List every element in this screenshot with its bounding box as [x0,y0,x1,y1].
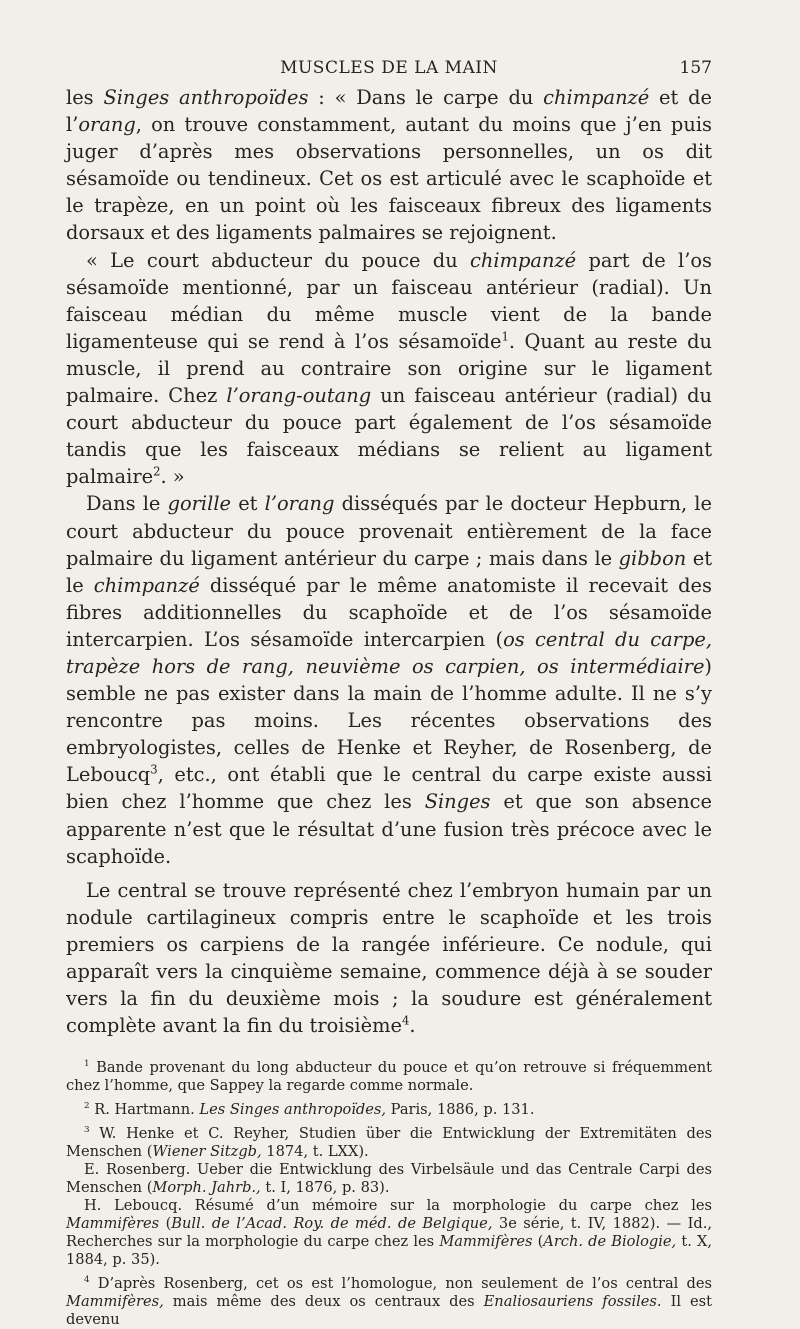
italic-text: Mammifères [66,1215,160,1233]
text-run: W. Henke et C. Reyher, Studien über die Entwicklung der Extremitäten des Menschen ( [66,1125,712,1161]
text-run: Le central se trouve représenté chez l’embryon humain par un nodule cartilagineux compris entre le scaphoïde et les trois premiers os carpiens de la rangée inférieure. Ce nodule, qui apparaît vers la cinquième semaine, commence déjà à se souder vers la fin du deuxième mois ; la soudure est généralement complète avant la fin du troisième [66,878,712,1038]
text-run: ( [159,1215,172,1233]
text-run: disséqué par le même anatomiste il recevait des fibres additionnelles du scaphoïde et de l’os sésamoïde intercarpien. L’os sésamoïde intercarpien ( [66,573,712,651]
running-header [66,58,712,84]
paragraph [66,84,712,247]
text-run: . [409,1014,416,1038]
italic-text: Enaliosauriens fossiles. [483,1293,662,1311]
text-run: H. Leboucq. Résumé d’un mémoire sur la morphologie du carpe chez les [84,1197,712,1215]
text-run: disséqués par le docteur Hepburn, le court abducteur du pouce provenait entièrement de la face palmaire du ligament antérieur du carpe ; mais dans le [66,492,712,570]
footnote [66,1275,712,1329]
text-run: ( [532,1233,544,1251]
text-run: E. Rosenberg. Ueber die Entwicklung des Virbelsäule und das Centrale Carpi des Menschen ( [66,1161,712,1197]
text-run: t. I, 1876, p. 83). [260,1179,390,1197]
text-run: t. X, 1884, p. 35). [66,1233,713,1269]
text-run: . Quant au reste du muscle, il prend au contraire son origine sur le ligament palmaire. Chez [66,329,712,408]
italic-text: os central du carpe, trapèze hors de rang, neuvième os carpien, os intermédiaire [66,627,712,678]
italic-text: Mammifères [439,1233,533,1251]
italic-text: chimpanzé [93,573,200,597]
text-run: et que son absence apparente n’est que le résultat d’une fusion très précoce avec le scaphoïde. [66,790,712,868]
italic-text: Mammifères, [66,1293,164,1311]
text-run: D’après Rosenberg, cet os est l’homologue, non seulement de l’os central des [89,1275,712,1293]
footnote [66,1101,712,1119]
note-ref: 3 [150,762,158,777]
text-run: , etc., ont établi que le central du carpe existe aussi bien chez l’homme que chez les [66,763,712,814]
italic-text: gorille [167,492,232,516]
note-ref: 4 [401,1013,410,1028]
text-run: Dans le [86,492,168,516]
italic-text: chimpanzé [470,248,577,272]
text-run: et de l’ [66,86,713,137]
note-ref: 3 [84,1125,90,1136]
text-run: . » [160,465,185,489]
note-ref: 2 [84,1101,90,1112]
page [66,58,712,1329]
paragraph [66,490,712,869]
body-text [66,84,712,1039]
footnote [66,1161,712,1197]
italic-text: Singes [424,790,491,814]
text-run: ) semble ne pas exister dans la main de l’homme adulte. Il ne s’y rencontre pas moins. Les récentes observations des embryologistes, celles de Henke et Reyher, de Rosenberg, de Leboucq [66,654,712,787]
text-run: R. Hartmann. [89,1101,200,1119]
text-run: mais même des deux os centraux des [163,1293,484,1311]
footnote [66,1125,712,1161]
note-ref: 4 [84,1275,90,1286]
text-run: , on trouve constamment, autant du moins que j’en puis juger d’après mes observations personnelles, un os dit sésamoïde ou tendineux. Cet os est articulé avec le scaphoïde et le trapèze, en un point où les faisceaux fibreux des ligaments dorsaux et des ligaments palmaires se rejoignent. [66,113,712,245]
italic-text: chimpanzé [543,86,650,109]
text-run: un faisceau antérieur (radial) du court abducteur du pouce part également de l’os sésamoïde tandis que les faisceaux médians se relient au ligament palmaire [66,384,712,489]
text-run: part de l’os sésamoïde mentionné, par un faisceau antérieur (radial). Un faisceau médian du même muscle vient de la bande ligamenteuse qui se rend à l’os sésamoïde [66,248,713,353]
text-run: Bande provenant du long abducteur du pouce et qu’on retrouve si fréquemment chez l’homme, que Sappey la regarde comme normale. [66,1059,712,1095]
note-ref: 2 [153,464,161,479]
italic-text: orang [78,113,136,137]
footnote [66,1059,712,1095]
italic-text: Arch. de Biologie, [543,1233,677,1251]
italic-text: l’orang [264,492,335,516]
paragraph [66,877,712,1040]
text-run: et [231,492,265,516]
italic-text: gibbon [618,546,687,570]
note-ref: 1 [501,329,509,344]
footnotes [66,1059,712,1329]
text-run: 1874, t. LXX). [261,1143,369,1161]
italic-text: Singes anthropoïdes [103,86,309,109]
italic-text: Les Singes anthropoïdes, [199,1101,387,1119]
footnote [66,1197,712,1269]
running-title: MUSCLES DE LA MAIN [280,58,498,78]
italic-text: Bull. de l’Acad. Roy. de méd. de Belgique, [171,1215,493,1233]
text-run: et le [66,546,712,597]
text-run: les [66,86,104,109]
text-run: 3e série, t. IV, 1882). — Id., Recherches sur la morphologie du carpe chez les [66,1215,712,1251]
paragraph [66,247,712,491]
text-run: : « Dans le carpe du [308,86,544,109]
page-number: 157 [679,58,712,78]
text-run: Il est devenu [66,1293,712,1329]
text-run: « Le court abducteur du pouce du [86,248,471,272]
italic-text: l’orang-outang [226,384,372,408]
italic-text: Wiener Sitzgb, [152,1143,262,1161]
italic-text: Morph. Jahrb., [152,1179,261,1197]
note-ref: 1 [84,1059,90,1070]
text-run: Paris, 1886, p. 131. [386,1101,535,1119]
